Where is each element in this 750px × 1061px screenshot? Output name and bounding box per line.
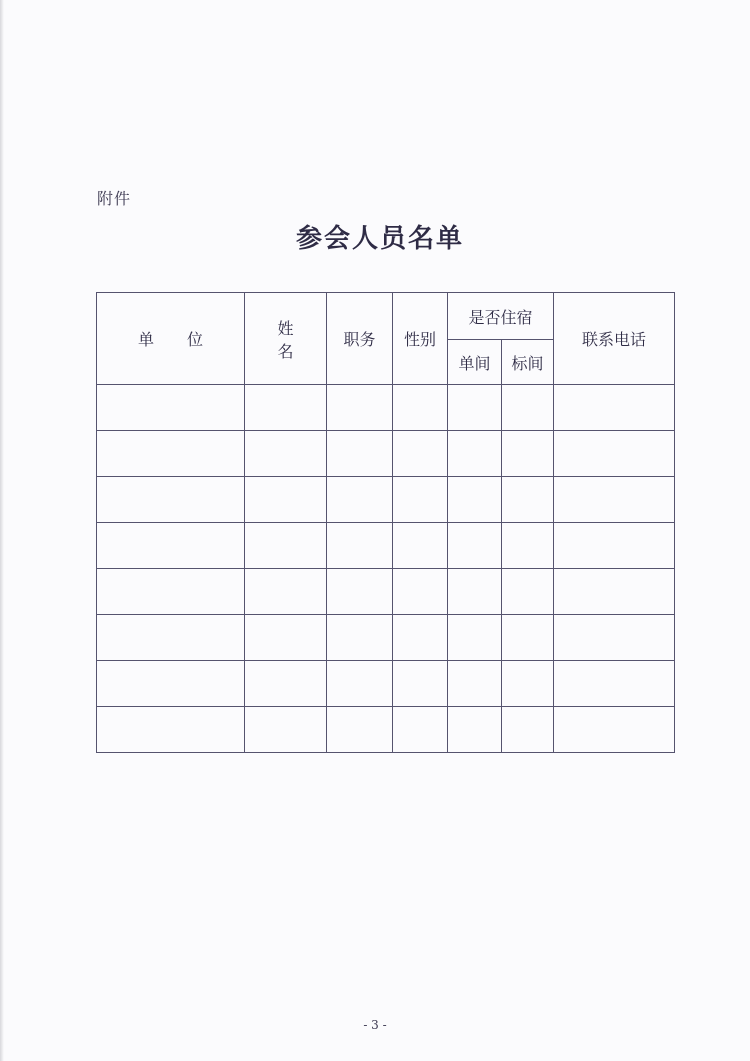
table-cell-position	[327, 661, 393, 707]
table-row	[97, 615, 675, 661]
table-cell-lodging-standard	[502, 569, 554, 615]
table-row	[97, 431, 675, 477]
table-cell-phone	[554, 661, 675, 707]
table-cell-lodging-standard	[502, 707, 554, 753]
table-cell-position	[327, 477, 393, 523]
table-cell-lodging-single	[448, 661, 502, 707]
header-name: 姓 名	[245, 293, 327, 385]
table-cell-gender	[393, 523, 448, 569]
table-cell-name	[245, 615, 327, 661]
table-cell-unit	[97, 661, 245, 707]
table-cell-lodging-standard	[502, 385, 554, 431]
table-cell-unit	[97, 431, 245, 477]
table-row	[97, 707, 675, 753]
header-lodging-single: 单间	[448, 340, 502, 385]
table-cell-unit	[97, 707, 245, 753]
table-cell-unit	[97, 569, 245, 615]
table-cell-phone	[554, 615, 675, 661]
attachment-label: 附件	[97, 189, 132, 208]
table-cell-unit	[97, 615, 245, 661]
table-cell-unit	[97, 477, 245, 523]
table-cell-unit	[97, 385, 245, 431]
table-cell-lodging-single	[448, 615, 502, 661]
table-cell-name	[245, 523, 327, 569]
header-lodging-standard: 标间	[502, 340, 554, 385]
attendee-table	[96, 292, 675, 753]
table-cell-position	[327, 707, 393, 753]
table-cell-gender	[393, 477, 448, 523]
table-cell-lodging-single	[448, 707, 502, 753]
table-row	[97, 385, 675, 431]
table-cell-lodging-single	[448, 431, 502, 477]
table-cell-lodging-single	[448, 569, 502, 615]
header-unit: 单 位	[97, 293, 245, 385]
table-row	[97, 569, 675, 615]
table-cell-lodging-single	[448, 385, 502, 431]
table-cell-unit	[97, 523, 245, 569]
page-edge-shadow	[0, 0, 4, 1061]
header-position: 职务	[327, 293, 393, 385]
table-cell-phone	[554, 523, 675, 569]
table-cell-name	[245, 431, 327, 477]
table-row	[97, 523, 675, 569]
table-cell-phone	[554, 707, 675, 753]
table-cell-name	[245, 385, 327, 431]
table-cell-lodging-standard	[502, 661, 554, 707]
table-cell-name	[245, 477, 327, 523]
table-cell-phone	[554, 385, 675, 431]
table-cell-lodging-single	[448, 477, 502, 523]
table-cell-phone	[554, 431, 675, 477]
table-cell-lodging-standard	[502, 431, 554, 477]
table-cell-gender	[393, 385, 448, 431]
table-cell-lodging-single	[448, 523, 502, 569]
table-cell-name	[245, 661, 327, 707]
table-cell-gender	[393, 707, 448, 753]
table-cell-name	[245, 569, 327, 615]
table-body	[97, 385, 675, 753]
header-gender: 性别	[393, 293, 448, 385]
table-cell-position	[327, 431, 393, 477]
table-cell-gender	[393, 661, 448, 707]
table-cell-lodging-standard	[502, 523, 554, 569]
table-header-row	[97, 293, 675, 340]
document-title: 参会人员名单	[295, 224, 464, 254]
table-cell-lodging-standard	[502, 477, 554, 523]
table-cell-gender	[393, 431, 448, 477]
table-cell-position	[327, 385, 393, 431]
table-cell-lodging-standard	[502, 615, 554, 661]
table-cell-gender	[393, 615, 448, 661]
table-cell-name	[245, 707, 327, 753]
table-row	[97, 477, 675, 523]
table-cell-position	[327, 523, 393, 569]
table-row	[97, 661, 675, 707]
table-cell-position	[327, 569, 393, 615]
table-cell-gender	[393, 569, 448, 615]
table-cell-position	[327, 615, 393, 661]
header-lodging: 是否住宿	[448, 293, 554, 340]
table-cell-phone	[554, 477, 675, 523]
header-phone: 联系电话	[554, 293, 675, 385]
page-number: - 3 -	[363, 1018, 387, 1032]
table-cell-phone	[554, 569, 675, 615]
